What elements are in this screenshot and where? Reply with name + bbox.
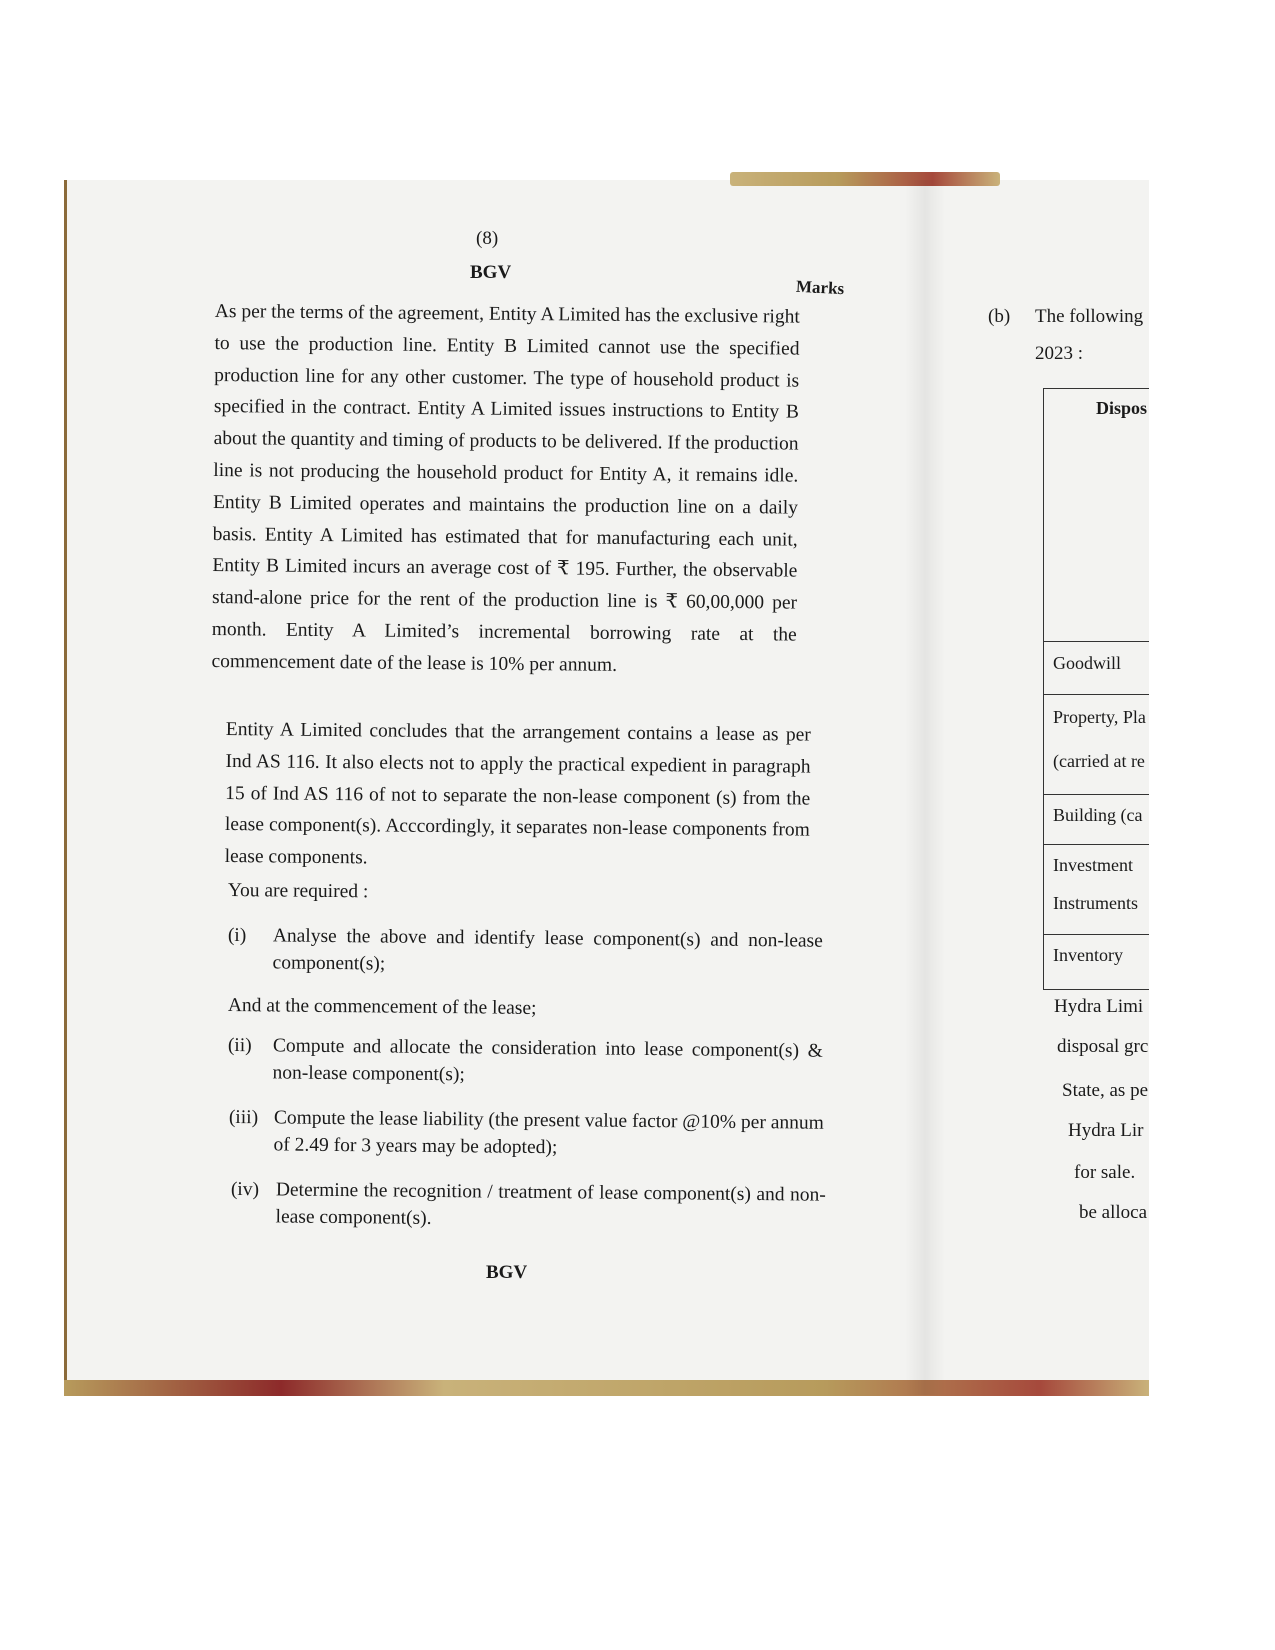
question-paragraph-1: As per the terms of the agreement, Entity A Limited has the exclusive right to use the production line. Entity B Limited cannot use the specified production line for any other customer. The type of household product is specified in the contract. Entity A Limited issues instructions to Entity B about the quantity and timing of products to be delivered. If the production line is not producing the household product for Entity A, it remains idle. Entity B Limited operates and maintains the production line on a daily basis. Entity A Limited has estimated that for manufacturing each unit, Entity B Limited incurs an average cost of ₹ 195. Further, the observable stand-alone price for the rent of the production line is ₹ 60,00,000 per month. Entity A Limited’s incremental borrowing rate at the commencement date of the lease is 10% per annum. (211, 300, 800, 676)
table-header: Dispos (1096, 398, 1148, 418)
right-page-text-line: State, as pe (1062, 1080, 1149, 1101)
table-cell: (carried at re (1053, 751, 1145, 771)
sub-question-number: (iv) (230, 1178, 260, 1201)
right-page-line-2: 2023 : (1035, 343, 1084, 364)
right-page-text-line: for sale. (1074, 1162, 1136, 1183)
table-row (1044, 694, 1150, 795)
sub-question-text: Analyse the above and identify lease component(s) and non-lease component(s); (272, 925, 823, 975)
sub-question-text: Compute and allocate the consideration into lease component(s) & non-lease component(s); (272, 1035, 823, 1086)
right-page-text-line: be alloca (1079, 1202, 1148, 1223)
page-number: (8) (476, 228, 499, 249)
right-page-line-1: The following (1035, 306, 1144, 327)
right-page-question-label: (b) (988, 306, 1011, 327)
question-paragraph-2: Entity A Limited concludes that the arrangement contains a lease as per Ind AS 116. It also elects not to apply the practical expedient in paragraph 15 of Ind AS 116 of not to separate the non-lease component (s) from the lease component(s). Acccordingly, it separates non-lease components from lease components. (224, 718, 811, 869)
fabric-edge-bottom (64, 1380, 1149, 1396)
table-row (1044, 844, 1150, 935)
table-cell: Goodwill (1053, 653, 1122, 673)
table-row (1044, 794, 1150, 845)
required-heading: You are required : (227, 880, 369, 903)
paper-code-footer: BGV (486, 1262, 528, 1283)
table-cell: Inventory (1053, 945, 1123, 965)
table-row (1044, 641, 1150, 695)
sub-question-number: (iii) (228, 1106, 259, 1129)
right-page-text-line: Hydra Lir (1068, 1120, 1144, 1141)
table-cell: Investment (1053, 855, 1133, 875)
right-page-text-line: Hydra Limi (1054, 996, 1144, 1017)
image-margin-right (1149, 170, 1275, 1410)
fabric-edge-top (730, 172, 1000, 186)
sub-question-number: (i) (227, 924, 247, 947)
disposal-group-table (1043, 388, 1150, 990)
page-fold (905, 180, 945, 1395)
paper-code-header: BGV (470, 262, 512, 283)
table-cell: Instruments (1053, 893, 1138, 913)
table-row (1044, 934, 1150, 989)
right-page-text-line: disposal grc (1057, 1036, 1149, 1057)
table-cell: Building (ca (1053, 805, 1143, 825)
table-cell: Property, Pla (1053, 707, 1146, 727)
connector-text: And at the commencement of the lease; (227, 994, 537, 1019)
marks-label: Marks (795, 276, 845, 299)
sub-question-number: (ii) (227, 1034, 252, 1057)
sub-question-text: Compute the lease liability (the present value factor @10% per annum of 2.49 for 3 years may be adopted); (273, 1107, 824, 1159)
sub-question-text: Determine the recognition / treatment of lease component(s) and non-lease component(s). (275, 1179, 826, 1229)
